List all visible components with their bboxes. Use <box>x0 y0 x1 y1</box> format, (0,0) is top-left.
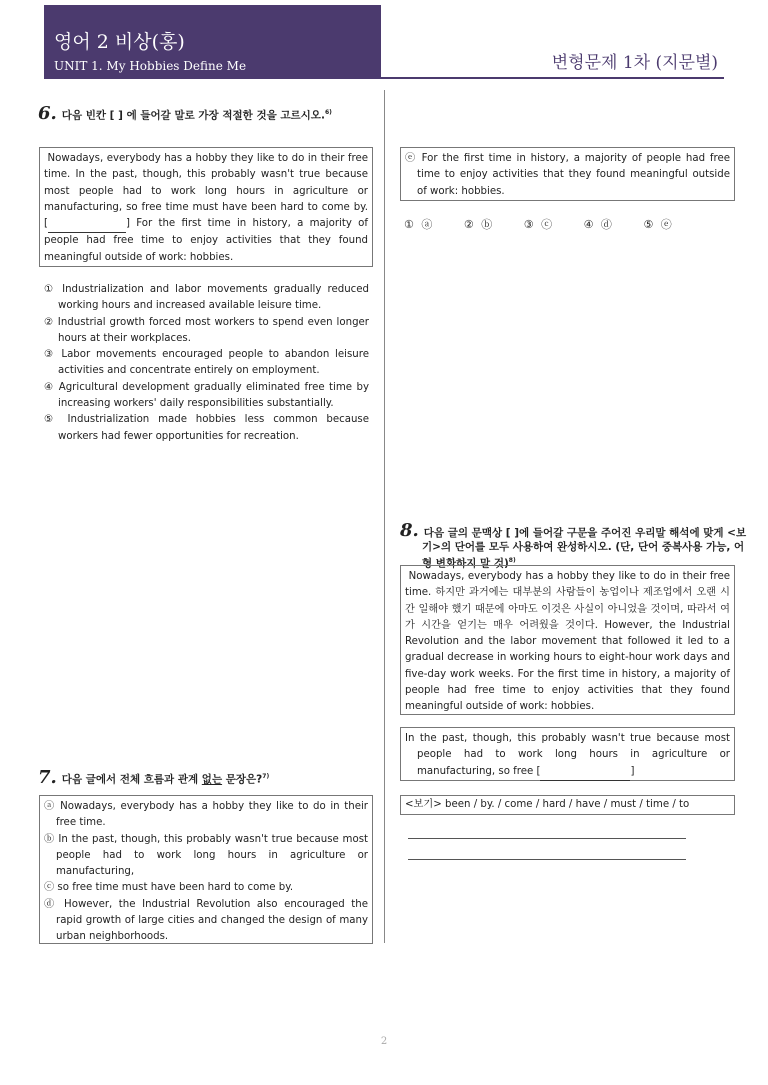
q6-choice-4[interactable]: ④ Agricultural development gradually eliminated free time by increasing workers' daily responsibilities substantially. <box>44 381 369 410</box>
q6-passage-b: For the first time in history, a majority of people had free time to enjoy activities that they found meaningful outside of work: hobbies. <box>44 218 368 263</box>
q7-question-pre: 다음 글에서 전체 흐름과 관계 <box>61 773 199 786</box>
q6-number: 6. <box>38 102 57 124</box>
header-title: 영어 2 비상(홍) <box>54 31 185 53</box>
q8-answer-line-1[interactable] <box>408 838 686 839</box>
q6-choices <box>44 282 369 445</box>
header-rule <box>44 77 724 79</box>
q7-option-5[interactable]: ⑤ ⓔ <box>643 218 672 231</box>
q8-sentence: In the past, though, this probably wasn't true because most people had to work long hours in agriculture or manufacturing, so free [ ] <box>417 731 730 781</box>
q6-question: 다음 빈칸 [ ] 에 들어갈 말로 가장 적절한 것을 고르시오. <box>61 109 325 122</box>
q7-option-4[interactable]: ④ ⓓ <box>583 218 612 231</box>
q7-option-2[interactable]: ② ⓑ <box>463 218 493 231</box>
page-number: 2 <box>380 1036 388 1047</box>
q7-sentence-d: ⓓ However, the Industrial Revolution also encouraged the rapid growth of large cities and changed the design of many urban neighborhoods. <box>44 898 368 943</box>
header-right-title: 변형문제 1차 (지문별) <box>551 53 718 73</box>
q6-blank <box>48 216 126 233</box>
q8-blank[interactable] <box>540 764 630 781</box>
q7-sentences-box <box>39 795 373 944</box>
q6-choice-3[interactable]: ③ Labor movements encouraged people to abandon leisure activities and concentrate entirely on employment. <box>44 349 369 377</box>
header-unit: UNIT 1. My Hobbies Define Me <box>54 59 247 73</box>
q7-sentence-e: ⓔ For the first time in history, a majority of people had free time to enjoy activities that they found meaningful outside of work: hobbies. <box>405 153 730 197</box>
q6-choice-1[interactable]: ① Industrialization and labor movements gradually reduced working hours and increased available leisure time. <box>44 284 369 312</box>
q6-footnote: 6) <box>324 109 332 116</box>
q8-heading <box>400 520 754 571</box>
q6-passage-a: Nowadays, everybody has a hobby they like to do in their free time. In the past, though, this probably wasn't true because most people had to work long hours in agriculture or manufacturing, so free time must have been hard to come by. <box>44 153 368 213</box>
column-divider <box>384 90 385 943</box>
q8-passage-box <box>400 565 735 715</box>
q7-options <box>404 216 696 232</box>
q7-continued-box <box>400 147 735 201</box>
q7-question-under: 없는 <box>201 773 223 786</box>
q8-footnote: 8) <box>508 557 516 564</box>
q7-option-1[interactable]: ① ⓐ <box>404 218 433 231</box>
q7-option-3[interactable]: ③ ⓒ <box>523 218 553 231</box>
q7-footnote: 7) <box>262 773 270 780</box>
q7-question-post: 문장은? <box>225 773 263 786</box>
q6-passage: Nowadays, everybody has a hobby they like to do in their free time. In the past, though, this probably wasn't true because most people had to work long hours in agriculture or manufacturing, so free time must have been hard to come by. [ ] For the first time in history, a majority of people had free time to enjoy activities that they found meaningful outside of work: hobbies. <box>44 153 368 263</box>
q7-sentence-c: ⓒ so free time must have been hard to come by. <box>44 882 294 894</box>
q8-passage-text: Nowadays, everybody has a hobby they like to do in their free time. 하지만 과거에는 대부분의 사람들이 농업이나 제조업에서 오랜 시간 일해야 했기 때문에 아마도 이것은 사실이 아니었을 것이며, 따라서 여가 시간을 얻기는 매우 어려웠을 것이다. However, the Industrial Revolution and the labor movement that followed it led to a gradual decrease in working hours to eight-hour work days and five-day work weeks. For the first time in history, a majority of people had free time to enjoy activities that they found meaningful outside of work: hobbies. <box>405 571 730 713</box>
q8-answer-line-2[interactable] <box>408 859 686 860</box>
q6-choice-5[interactable]: ⑤ Industrialization made hobbies less common because workers had fewer opportunities for recreation. <box>44 414 369 442</box>
header-banner <box>44 5 381 77</box>
q7-sentence-b: ⓑ In the past, though, this probably wasn't true because most people had to work long hours in agriculture or manufacturing, <box>44 833 368 878</box>
q7-number: 7. <box>38 766 57 788</box>
q7-sentence-a: ⓐ Nowadays, everybody has a hobby they like to do in their free time. <box>44 801 368 829</box>
q8-sentence-text: In the past, though, this probably wasn't true because most people had to work long hours in agriculture or manufacturing, so free <box>405 733 730 777</box>
q8-number: 8. <box>400 520 419 541</box>
q8-bogi-box <box>400 795 735 815</box>
q8-question: 다음 글의 문맥상 [ ]에 들어갈 구문을 주어진 우리말 해석에 맞게 <보기>의 단어를 모두 사용하여 완성하시오. (단, 단어 중복사용 가능, 어형 변화하지 말 것) <box>422 527 747 570</box>
q8-bogi: <보기> been / by. / come / hard / have / must / time / to <box>405 799 690 810</box>
q6-choice-2[interactable]: ② Industrial growth forced most workers to spend even longer hours at their workplaces. <box>44 316 369 344</box>
q6-passage-box <box>39 147 373 267</box>
q6-heading <box>38 102 332 124</box>
q7-heading <box>38 766 270 788</box>
q8-passage <box>405 569 730 716</box>
q8-sentence-box <box>400 727 735 781</box>
